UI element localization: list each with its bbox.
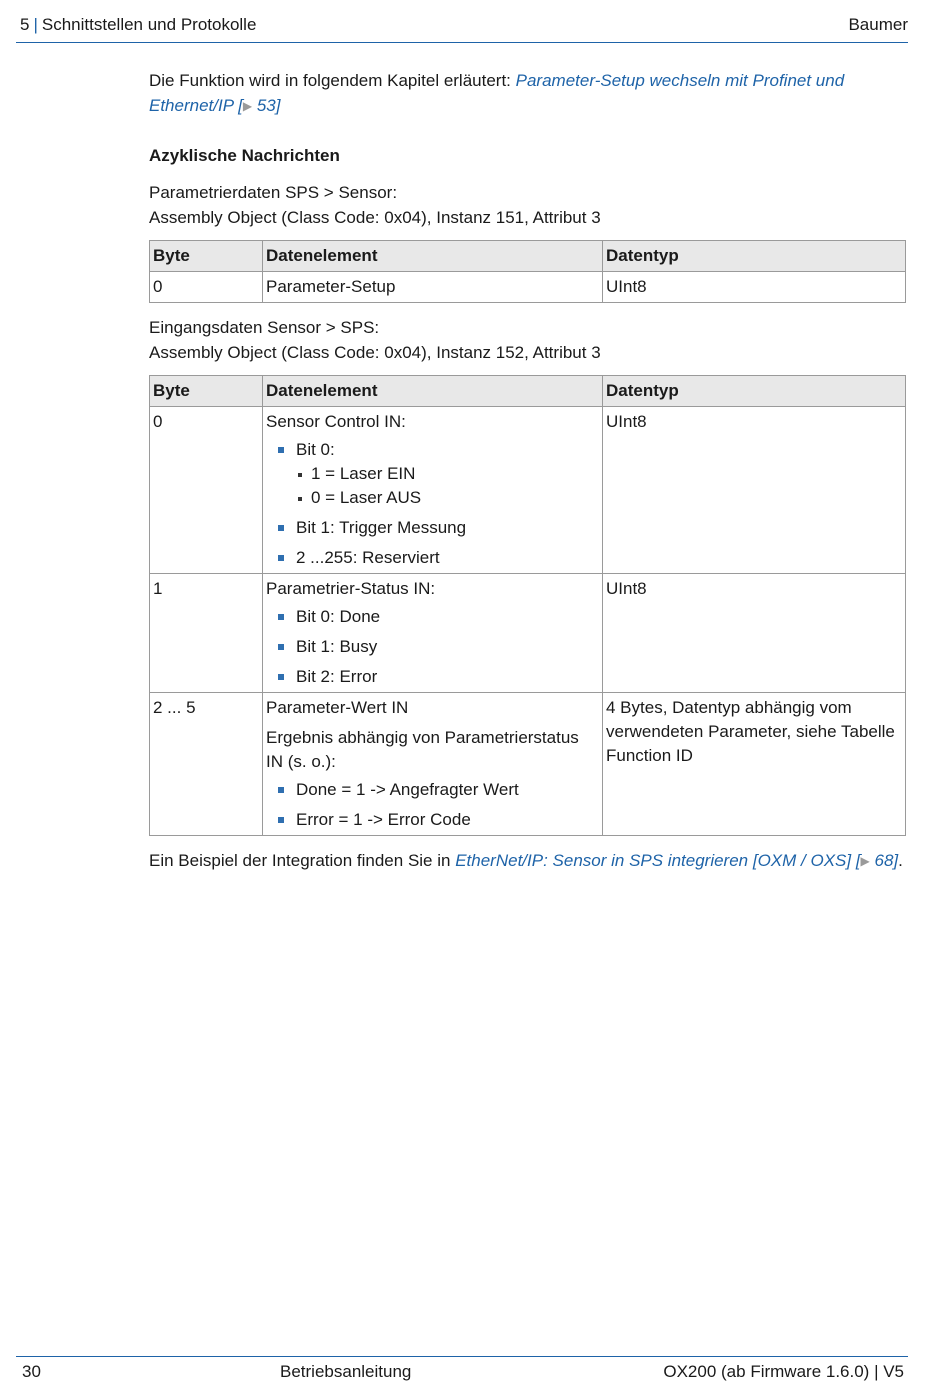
table-row [150,407,906,574]
page-header [20,14,908,36]
link-page: 53] [252,96,281,115]
cell-element [263,407,603,574]
cell-byte: 0 [150,407,263,574]
link-text: EtherNet/IP: Sensor in SPS integrieren [OXM / OXS] [ [455,851,861,870]
chapter-title: Schnittstellen und Protokolle [41,15,257,34]
block2-line1: Eingangsdaten Sensor > SPS: [149,318,380,337]
footer-rule [16,1356,908,1357]
block1-line1: Parametrierdaten SPS > Sensor: [149,183,398,202]
bit-list [266,605,599,689]
list-item [277,438,599,510]
header-datentyp: Datentyp [603,241,906,272]
outro-text: Ein Beispiel der Integration finden Sie in [149,851,456,870]
list-item: Bit 2: Error [277,665,599,689]
brand-name: Baumer [848,15,908,34]
block1-line2: Assembly Object (Class Code: 0x04), Instanz 151, Attribut 3 [149,208,601,227]
chapter-number: 5 [20,15,30,34]
cell-type: UInt8 [603,574,906,693]
cell-type: UInt8 [603,272,906,303]
table-row [150,574,906,693]
cell-type: 4 Bytes, Datentyp abhängig vom verwendeten Parameter, siehe Tabelle Function ID [603,693,906,836]
product-version: OX200 (ab Firmware 1.6.0) | V5 [663,1362,904,1381]
cell-byte: 1 [150,574,263,693]
table-header-row [150,241,906,272]
cell-element [263,574,603,693]
ethernet-ip-integration-link[interactable] [455,851,898,870]
page-footer [20,1361,904,1383]
header-byte: Byte [150,376,263,407]
element-description: Ergebnis abhängig von Parametrierstatus IN (s. o.): [266,728,579,771]
element-title: Parameter-Wert IN [266,698,409,717]
list-item: Bit 1: Busy [277,635,599,659]
header-rule [16,42,908,43]
doc-type: Betriebsanleitung [280,1362,412,1381]
outro-end: . [898,851,903,870]
header-datenelement: Datenelement [263,376,603,407]
list-item: Bit 0: Done [277,605,599,629]
table-row [150,272,906,303]
link-text: Parameter-Setup wechseln mit Profinet und Ethernet/IP [ [149,71,845,115]
header-separator: | [33,15,38,34]
header-byte: Byte [150,241,263,272]
table-header-row [150,376,906,407]
intro-text: Die Funktion wird in folgendem Kapitel erläutert: [149,71,516,90]
block2-line2: Assembly Object (Class Code: 0x04), Instanz 152, Attribut 3 [149,343,601,362]
page-ref-arrow-icon: ▶ [242,99,253,113]
cell-type: UInt8 [603,407,906,574]
list-item: 2 ...255: Reserviert [277,546,599,570]
header-datenelement: Datenelement [263,241,603,272]
page-ref-arrow-icon: ▶ [860,854,870,868]
cell-element [263,693,603,836]
outro-paragraph [149,848,905,874]
list-item: Error = 1 -> Error Code [277,808,599,832]
parametrierdaten-table [149,240,906,303]
sub-list [296,462,599,510]
sub-list-item: 1 = Laser EIN [297,462,599,486]
cell-element: Parameter-Setup [263,272,603,303]
link-page: 68] [869,851,899,870]
bit-list [266,438,599,570]
header-datentyp: Datentyp [603,376,906,407]
list-item: Bit 1: Trigger Messung [277,516,599,540]
cell-byte: 2 ... 5 [150,693,263,836]
section-heading: Azyklische Nachrichten [149,146,340,165]
element-title: Parametrier-Status IN: [266,579,436,598]
table-row [150,693,906,836]
intro-paragraph [149,68,905,119]
result-list [266,778,599,832]
page-number: 30 [22,1362,41,1381]
list-item: Done = 1 -> Angefragter Wert [277,778,599,802]
chapter-heading [20,14,256,36]
eingangsdaten-table [149,375,906,836]
sub-list-item: 0 = Laser AUS [297,486,599,510]
cell-byte: 0 [150,272,263,303]
element-title: Sensor Control IN: [266,412,406,431]
bit-label: Bit 0: [296,440,335,459]
page-content [149,68,905,874]
